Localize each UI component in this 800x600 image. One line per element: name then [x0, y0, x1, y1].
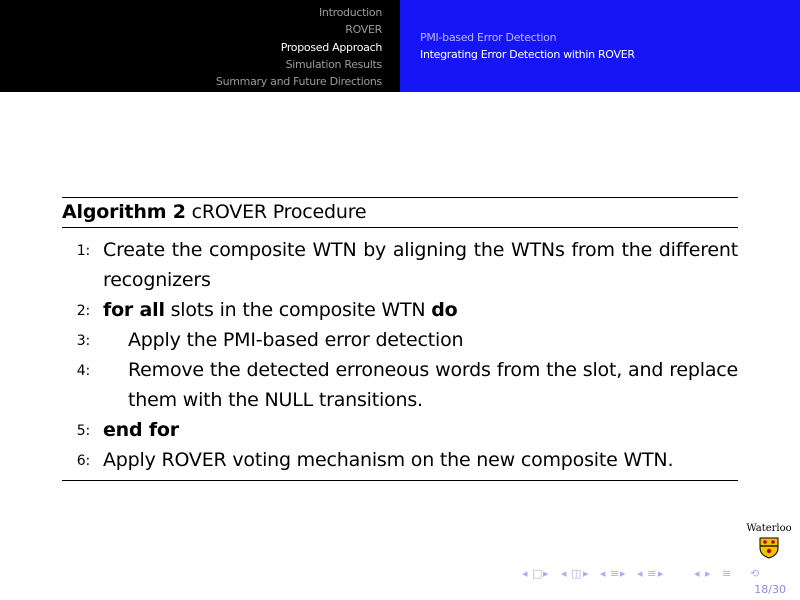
nav-right-icon[interactable]: ▸ [583, 567, 589, 580]
algorithm-line [62, 295, 738, 325]
line-text: Apply the PMI-based error detection [128, 329, 464, 351]
algorithm-title: cROVER Procedure [191, 201, 367, 223]
section-link-proposed-approach[interactable]: Proposed Approach [280, 40, 382, 54]
line-number: 1: [76, 243, 90, 259]
algorithm-lines [62, 228, 738, 480]
algorithm-line [62, 325, 738, 355]
line-text: Create the composite WTN by aligning the WTNs from the different recognizers [103, 239, 738, 291]
section-icon[interactable]: ≡ [647, 567, 657, 580]
keyword-end-for: end for [103, 419, 179, 441]
algorithm-label: Algorithm 2 [62, 201, 186, 223]
section-navigation [0, 0, 400, 92]
crest-icon [759, 537, 779, 559]
algorithm-line [62, 415, 738, 445]
section-list [216, 4, 382, 90]
nav-left-icon[interactable]: ◂ [522, 567, 528, 580]
line-text [103, 295, 738, 325]
page-number: 18/30 [754, 583, 786, 596]
align-icon[interactable]: ≡ [722, 567, 732, 580]
nav-left-icon[interactable]: ◂ [561, 567, 567, 580]
line-number: 6: [76, 453, 90, 469]
line-text: Apply ROVER voting mechanism on the new composite WTN. [103, 449, 674, 471]
subsection-navigation [400, 0, 800, 92]
subsection-icon[interactable]: ◫ [571, 567, 582, 580]
nav-left-icon[interactable]: ◂ [600, 567, 606, 580]
nav-right-icon[interactable]: ▸ [658, 567, 664, 580]
section-icon[interactable]: ≡ [610, 567, 620, 580]
line-number: 5: [76, 423, 90, 439]
keyword-for-all: for all [103, 299, 165, 321]
line-text: Remove the detected erroneous words from the slot, and replace them with the NULL transitions. [128, 359, 738, 411]
algorithm-line [62, 235, 738, 295]
subsection-link-integrating[interactable]: Integrating Error Detection within ROVER [420, 48, 635, 61]
algorithm-block [62, 197, 738, 481]
algorithm-line [62, 445, 738, 475]
search-icon[interactable]: ⟲ [750, 567, 760, 580]
beamer-header [0, 0, 800, 92]
section-link-summary[interactable]: Summary and Future Directions [215, 75, 382, 89]
algorithm-caption [62, 198, 738, 227]
subsection-link-pmi[interactable]: PMI-based Error Detection [420, 31, 557, 44]
line-number: 2: [76, 303, 90, 319]
nav-right-icon[interactable]: ▸ [543, 567, 549, 580]
university-logo [742, 515, 796, 565]
algorithm-bottom-rule [62, 480, 738, 481]
section-link-rover[interactable]: ROVER [345, 23, 382, 37]
section-link-introduction[interactable]: Introduction [318, 6, 382, 19]
nav-left-icon[interactable]: ◂ [637, 567, 643, 580]
line-body: slots in the composite WTN [170, 299, 426, 321]
nav-left-icon[interactable]: ◂ [694, 567, 700, 580]
keyword-do: do [431, 299, 458, 321]
algorithm-line [62, 355, 738, 415]
section-link-simulation-results[interactable]: Simulation Results [285, 57, 382, 71]
frame-icon[interactable]: □ [532, 567, 543, 580]
subsection-list [420, 29, 635, 63]
line-number: 3: [76, 333, 90, 349]
nav-right-icon[interactable]: ▸ [620, 567, 626, 580]
line-number: 4: [76, 363, 90, 379]
logo-wordmark: Waterloo [746, 523, 792, 534]
nav-right-icon[interactable]: ▸ [705, 567, 711, 580]
